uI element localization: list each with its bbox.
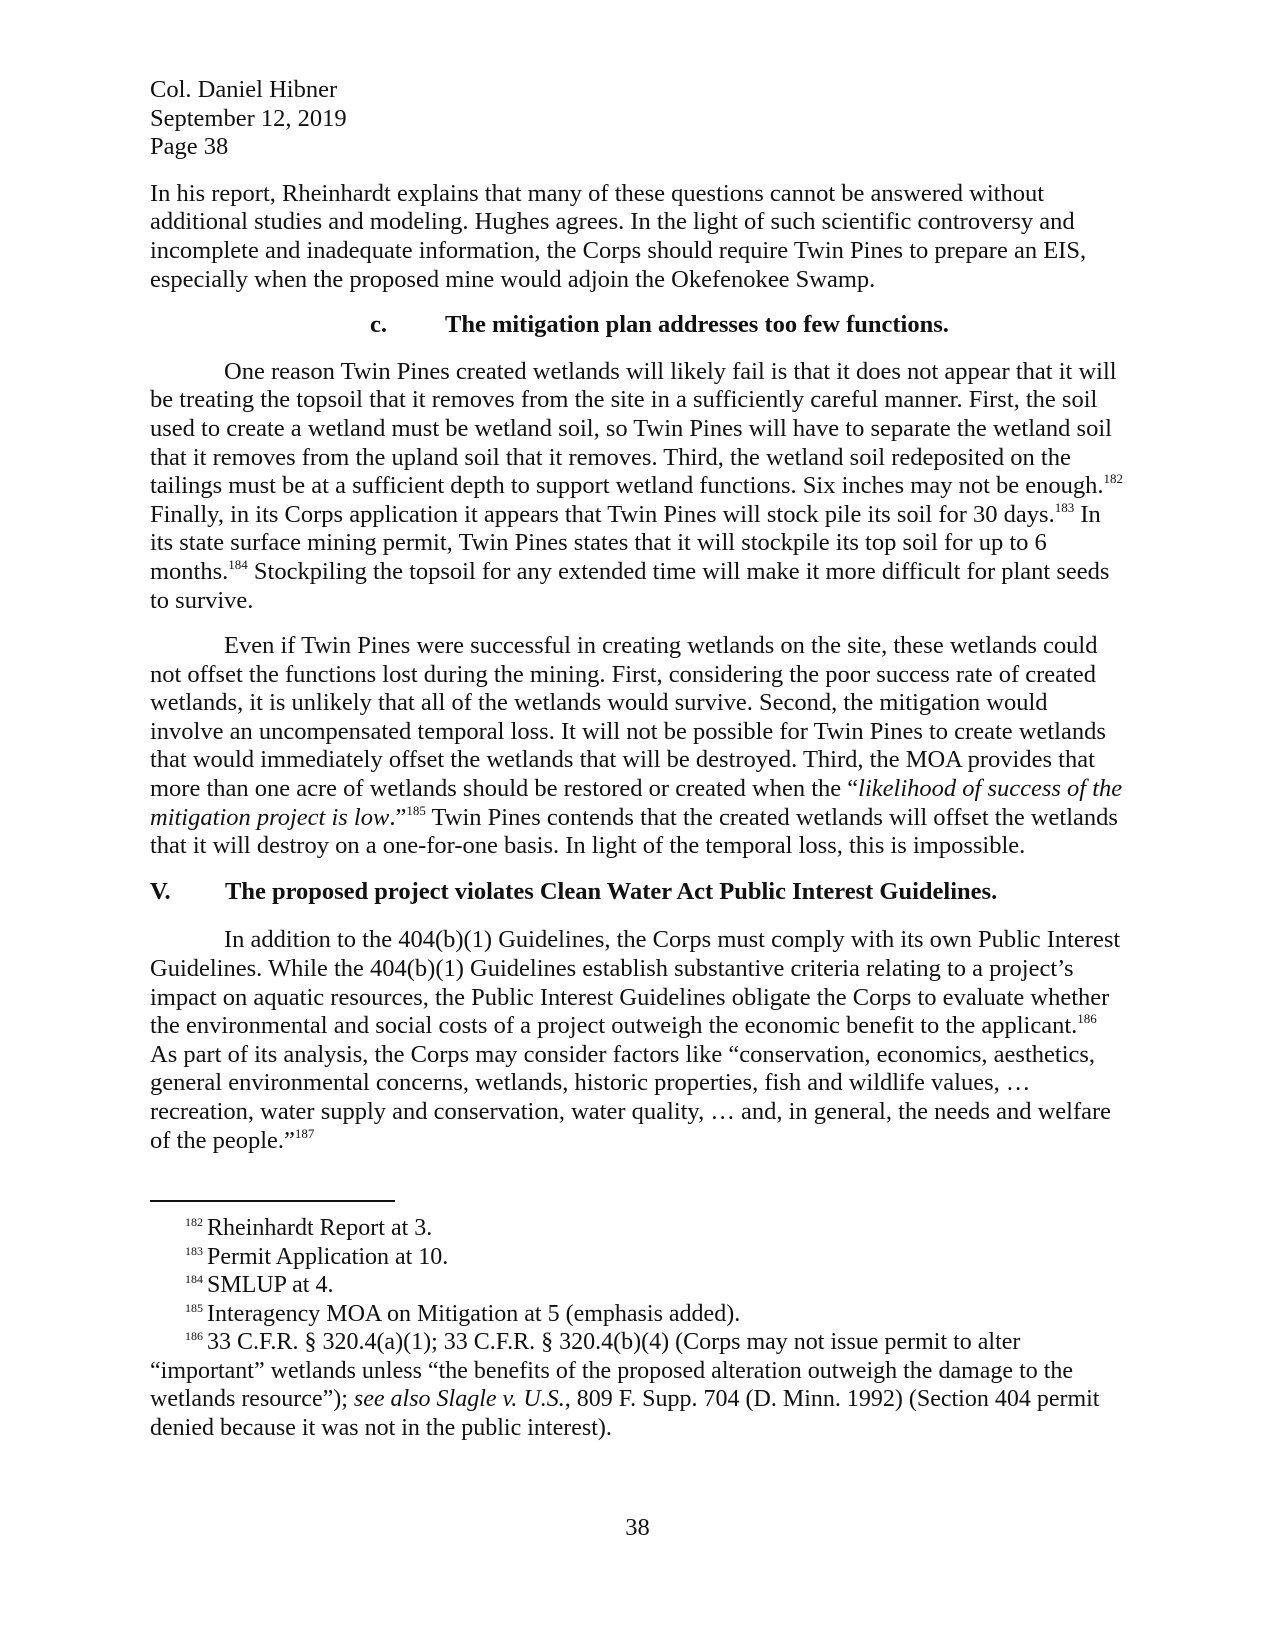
footnote-ref-182[interactable]: 182 — [1103, 471, 1124, 487]
paragraph-text: Finally, in its Corps application it appears that Twin Pines will stock pile its soil for 30 days. — [150, 500, 1055, 528]
footnote-number: 184 — [185, 1272, 203, 1287]
footnote-ref-183[interactable]: 183 — [1054, 499, 1075, 515]
section-title: The proposed project violates Clean Water Act Public Interest Guidelines. — [225, 877, 998, 905]
footnote-text: Interagency MOA on Mitigation at 5 (emphasis added). — [207, 1300, 741, 1327]
case-citation: see also Slagle v. U.S. — [353, 1386, 565, 1413]
footnote-text: Rheinhardt Report at 3. — [207, 1215, 433, 1242]
paragraph-text: In its state surface mining permit, Twin Pines states that it will stockpile its top soil for up to 6 months. — [150, 500, 1101, 585]
paragraph-text: Stockpiling the topsoil for any extended time will make it more difficult for plant seeds to survive. — [150, 557, 1110, 614]
footnotes — [150, 1214, 1125, 1442]
paragraph-text: As part of its analysis, the Corps may consider factors like “conservation, economics, aesthetics, general environmental concerns, wetlands, historic properties, fish and wildlife values, … recreation, water supply and conservation, water quality, … and, in general, the needs and welfare of the people.” — [150, 1040, 1112, 1154]
footnote-185 — [150, 1300, 1125, 1329]
footnote-182 — [150, 1214, 1125, 1243]
footnote-text: , 809 F. Supp. 704 (D. Minn. 1992) (Section 404 permit denied because it was not in the public interest). — [150, 1386, 1100, 1441]
footnote-ref-185[interactable]: 185 — [406, 802, 426, 818]
date-line: September 12, 2019 — [150, 104, 347, 132]
footnote-number: 183 — [185, 1243, 203, 1258]
paragraph-eis-requirement: In his report, Rheinhardt explains that many of these questions cannot be answered without additional studies and modeling. Hughes agrees. In the light of such scientific controversy and incomplete and inadequate information, the Corps should require Twin Pines to prepare an EIS, especially when the proposed mine would adjoin the Okefenokee Swamp. — [150, 179, 1087, 293]
footnote-ref-184[interactable]: 184 — [228, 556, 248, 572]
paragraph-text: In addition to the 404(b)(1) Guidelines, the Corps must comply with its own Public Interest Guidelines. While the 404(b)(1) Guidelines establish substantive criteria relating to a project’s impact on aquatic resources, the Public Interest Guidelines obligate the Corps to evaluate whether the environmental and social costs of a project outweigh the economic benefit to the applicant. — [150, 926, 1121, 1040]
subsection-heading — [150, 311, 1125, 340]
recipient-line: Col. Daniel Hibner — [150, 76, 338, 103]
footnote-ref-187[interactable]: 187 — [294, 1125, 315, 1141]
footnote-183 — [150, 1243, 1125, 1272]
paragraph-text: .” — [389, 803, 407, 831]
paragraph-text: Even if Twin Pines were successful in creating wetlands on the site, these wetlands could not offset the functions lost during the mining. First, considering the poor success rate of created wetlands, it is unlikely that all of the wetlands would survive. Second, the mitigation would involve an uncompensated temporal loss. It will not be possible for Twin Pines to create wetlands that would immediately offset the wetlands that will be destroyed. Third, the MOA provides that more than one acre of wetlands should be restored or created when the “ — [150, 632, 1106, 803]
italic-quote: likelihood of success of the mitigation project is low — [150, 775, 1123, 831]
page-number: 38 — [625, 1514, 650, 1541]
footnote-text: SMLUP at 4. — [207, 1272, 334, 1299]
footnote-divider — [150, 1200, 395, 1202]
paragraph-offset-functions — [150, 632, 1125, 861]
section-number: V. — [150, 877, 171, 905]
footnote-text: Permit Application at 10. — [207, 1243, 449, 1270]
document-page — [150, 76, 1125, 1442]
section-heading — [150, 878, 1125, 907]
page-line: Page 38 — [150, 133, 229, 161]
paragraph-text: One reason Twin Pines created wetlands will likely fail is that it does not appear that it will be treating the topsoil that it removes from the site in a sufficiently careful manner. First, the soil used to create a wetland must be wetland soil, so Twin Pines will have to separate the wetland soil that it removes from the upland soil that it removes. Third, the wetland soil redeposited on the tailings must be at a sufficient depth to support wetland functions. Six inches may not be enough. — [150, 357, 1117, 500]
subsection-title: The mitigation plan addresses too few functions. — [445, 311, 949, 339]
paragraph-topsoil — [150, 358, 1125, 615]
footnote-186 — [150, 1328, 1125, 1442]
footnote-184 — [150, 1271, 1125, 1300]
footnote-text: 33 C.F.R. § 320.4(a)(1); 33 C.F.R. § 320.4(b)(4) (Corps may not issue permit to alter “important” wetlands unless “the benefits of the proposed alteration outweigh the damage to the wetlands resource”); — [150, 1329, 1074, 1413]
paragraph-public-interest — [150, 926, 1125, 1155]
footnote-ref-186[interactable]: 186 — [1077, 1011, 1097, 1027]
paragraph-text: Twin Pines contends that the created wetlands will offset the wetlands that it will destroy on a one-for-one basis. In light of the temporal loss, this is impossible. — [150, 803, 1118, 860]
letterhead — [150, 76, 1125, 162]
footnote-number: 182 — [185, 1215, 203, 1230]
footnote-number: 186 — [185, 1329, 203, 1344]
footnote-number: 185 — [185, 1300, 203, 1315]
subsection-number: c. — [370, 311, 387, 339]
